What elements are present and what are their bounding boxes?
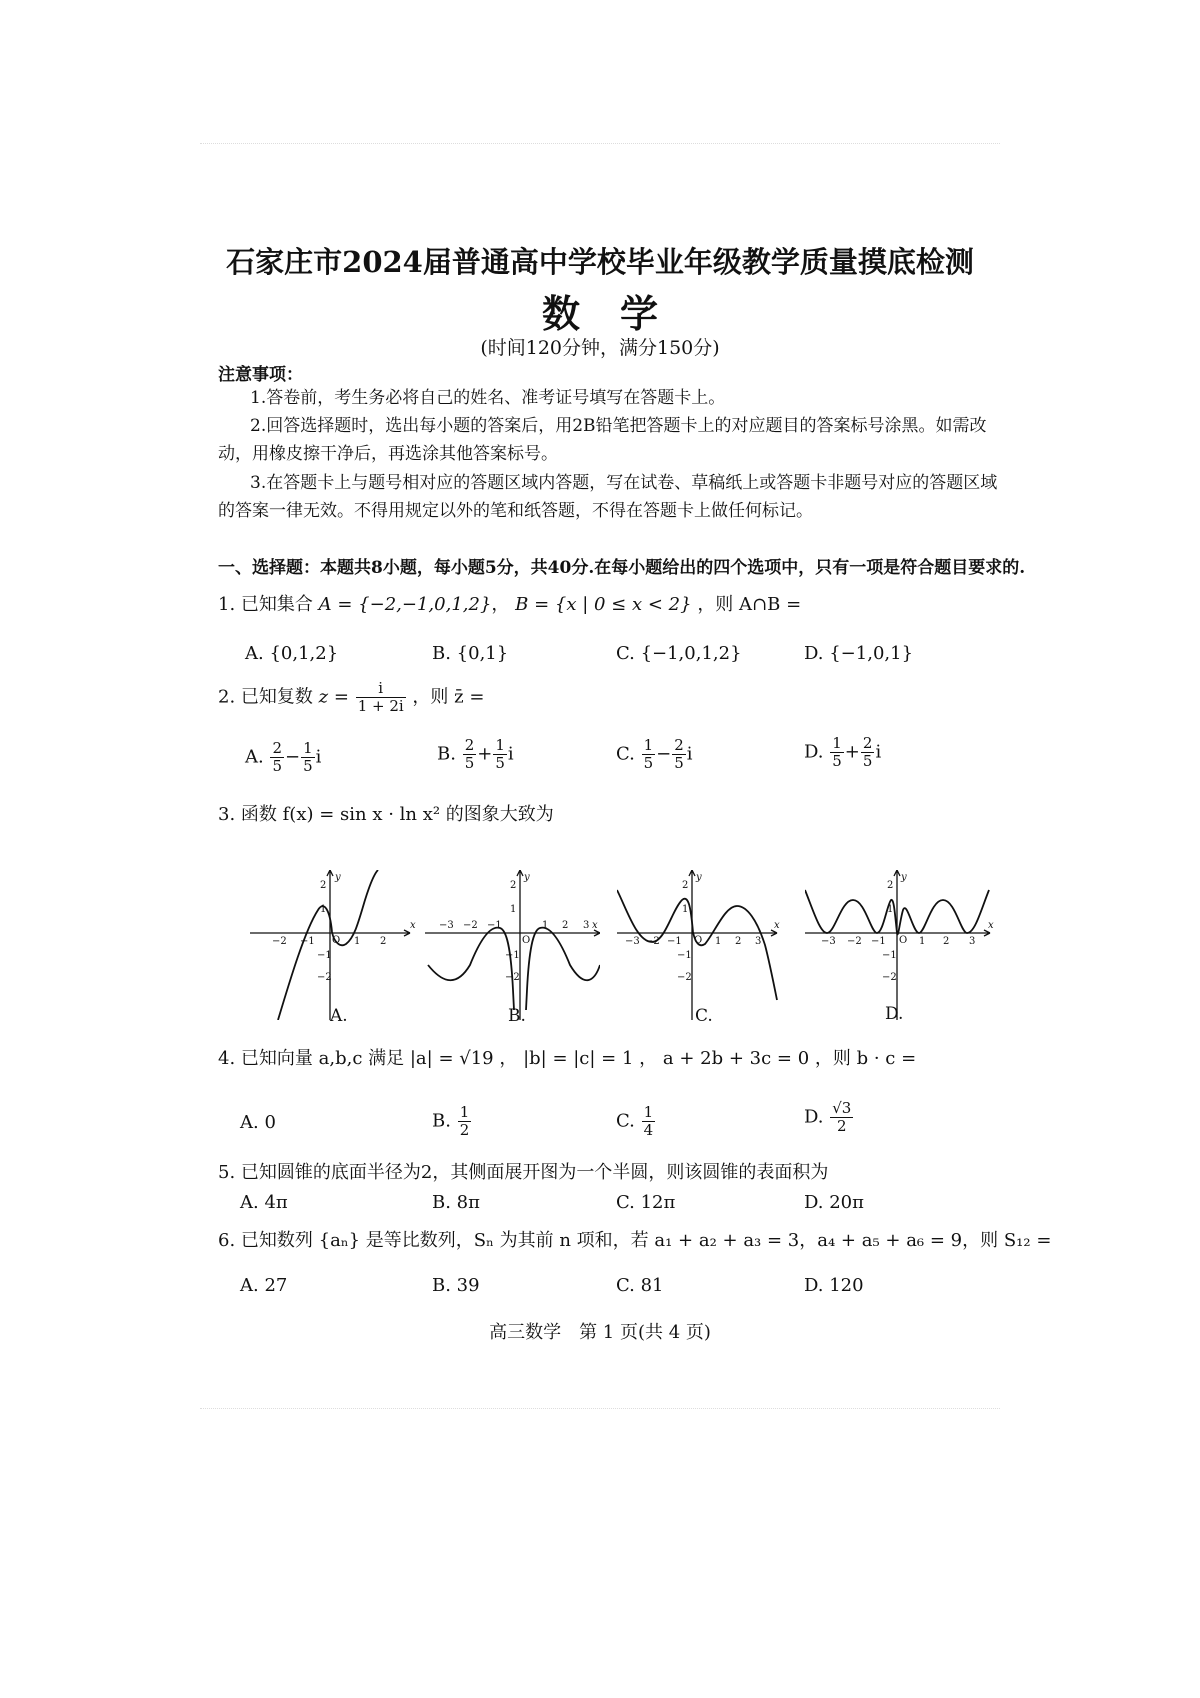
question-4 <box>218 1044 916 1070</box>
q2-a-op: − <box>285 746 301 768</box>
q3-a-axis-y: y <box>335 872 341 883</box>
q3-graph-label-d: D. <box>885 1004 904 1024</box>
q2-b-frac2-top: 1 <box>495 736 505 754</box>
exam-title: 石家庄市2024届普通高中学校毕业年级教学质量摸底检测 <box>226 245 974 279</box>
q2-d-frac1 <box>830 735 844 770</box>
q3-b-ytick-1: 2 <box>510 880 517 891</box>
q4-number: 4. <box>218 1048 236 1069</box>
q3-b-xtick-3: −1 <box>487 920 502 931</box>
q1-number: 1. <box>218 594 236 615</box>
q4-a-value: 0 <box>264 1112 276 1133</box>
q3-d-ytick-2: 1 <box>887 904 894 915</box>
q3-c-ytick-4: −2 <box>677 972 692 983</box>
q6-option-d: D. 120 <box>804 1275 864 1296</box>
q4-a-label: A. <box>240 1112 259 1133</box>
q3-graph-d <box>805 870 1000 1020</box>
q2-a-frac1 <box>270 740 284 775</box>
q2-b-frac1 <box>463 737 477 772</box>
q3-b-xtick-5: 2 <box>562 920 569 931</box>
q4-option-a <box>240 1112 276 1133</box>
q2-a-frac1-bot: 5 <box>272 757 283 775</box>
question-3 <box>218 800 554 826</box>
q4-d-frac <box>830 1100 853 1135</box>
q3-a-xtick-3: 1 <box>354 936 361 947</box>
q2-a-unit: i <box>315 746 322 768</box>
q4-b-frac-top: 1 <box>459 1103 470 1121</box>
q3-d-axis-y: y <box>901 872 907 883</box>
q3-c-xtick-4: 1 <box>715 936 722 947</box>
q4-text: 已知向量 a,b,c 满足 |a| = √19 ， |b| = |c| = 1 ， a + 2b + 3c = 0 ，则 b · c = <box>240 1048 917 1069</box>
q2-option-a <box>245 740 321 775</box>
q2-a-frac2-bot: 5 <box>303 757 313 775</box>
q3-d-xtick-1: −3 <box>821 936 836 947</box>
q2-b-frac1-top: 2 <box>464 736 475 754</box>
q2-prefix: 已知复数 <box>240 686 313 708</box>
q2-d-op: + <box>844 741 860 763</box>
q2-d-frac1-bot: 5 <box>832 752 842 770</box>
q4-d-frac-top: √3 <box>832 1099 852 1117</box>
q4-option-c <box>616 1104 656 1139</box>
q3-b-origin: O <box>522 935 531 946</box>
subject-title: 数学 <box>541 291 698 336</box>
q3-c-xtick-3: −1 <box>667 936 682 947</box>
q3-a-ytick-3: −1 <box>317 950 332 961</box>
q5-text: 已知圆锥的底面半径为2，其侧面展开图为一个半圆，则该圆锥的表面积为 <box>240 1162 829 1183</box>
q6-option-c: C. 81 <box>616 1275 664 1296</box>
q3-b-ytick-4: −2 <box>505 972 520 983</box>
question-5 <box>218 1158 828 1184</box>
q6-option-a: A. 27 <box>240 1275 288 1296</box>
exam-meta: (时间120分钟，满分150分) <box>480 337 720 359</box>
q2-a-label: A. <box>245 746 264 768</box>
q4-b-frac-bot: 2 <box>459 1121 470 1139</box>
q2-a-frac2-top: 1 <box>303 739 313 757</box>
q3-d-axis-x: x <box>988 920 994 931</box>
q3-a-xtick-2: −1 <box>300 936 315 947</box>
q3-a-origin: O <box>332 935 341 946</box>
q3-a-xtick-4: 2 <box>380 936 387 947</box>
q2-c-unit: i <box>686 743 693 765</box>
q3-graph-a <box>250 870 425 1020</box>
q2-fraction <box>356 680 406 715</box>
question-6 <box>218 1226 1051 1252</box>
q4-option-d <box>804 1100 854 1135</box>
q3-graph-c <box>617 870 792 1020</box>
scan-edge-top <box>200 143 1000 144</box>
q2-b-frac2 <box>493 737 507 772</box>
q3-c-ytick-1: 2 <box>682 880 689 891</box>
q2-a-frac1-top: 2 <box>272 739 283 757</box>
q3-d-xtick-3: −1 <box>871 936 886 947</box>
q2-c-frac2 <box>672 737 686 772</box>
q3-d-xtick-2: −2 <box>847 936 862 947</box>
q3-text: 函数 f(x) = sin x · ln x² 的图象大致为 <box>240 804 554 825</box>
notice-item-2: 2.回答选择题时，选出每小题的答案后，用2B铅笔把答题卡上的对应题目的答案标号涂黑。如需改动，用橡皮擦干净后，再选涂其他答案标号。 <box>218 416 987 464</box>
q1-set-a: A = {−2,−1,0,1,2} <box>318 594 492 615</box>
q3-c-xtick-5: 2 <box>735 936 742 947</box>
q2-c-frac2-top: 2 <box>674 736 684 754</box>
q1-option-a: A. {0,1,2} <box>245 643 339 664</box>
q5-option-b: B. 8π <box>432 1192 480 1213</box>
q5-option-a: A. 4π <box>240 1192 288 1213</box>
q2-c-label: C. <box>616 743 635 765</box>
q3-a-xtick-1: −2 <box>272 936 287 947</box>
q1-option-b: B. {0,1} <box>432 643 509 664</box>
q6-number: 6. <box>218 1230 236 1251</box>
q3-graph-b <box>425 870 600 1020</box>
q3-graph-label-c: C. <box>695 1006 713 1026</box>
q3-b-axis-x: x <box>592 920 598 931</box>
q3-d-xtick-5: 2 <box>943 936 950 947</box>
q3-b-xtick-4: 1 <box>542 920 549 931</box>
q2-d-unit: i <box>875 741 882 763</box>
scan-edge-bottom <box>200 1408 1000 1409</box>
q1-option-d: D. {−1,0,1} <box>804 643 914 664</box>
q4-b-label: B. <box>432 1110 451 1132</box>
q3-b-xtick-1: −3 <box>439 920 454 931</box>
q1-prefix: 已知集合 <box>240 594 313 615</box>
q3-c-xtick-1: −3 <box>625 936 640 947</box>
q4-c-frac <box>642 1104 656 1139</box>
q3-a-axis-x: x <box>410 920 416 931</box>
q4-c-frac-top: 1 <box>643 1103 654 1121</box>
q2-frac-numerator: i <box>356 680 406 698</box>
q3-c-ytick-2: 1 <box>682 904 689 915</box>
q3-b-ytick-2: 1 <box>510 904 517 915</box>
q2-option-c <box>616 737 693 772</box>
q2-a-frac2 <box>301 740 315 775</box>
q6-option-b: B. 39 <box>432 1275 480 1296</box>
page-footer: 高三数学 第 1 页(共 4 页) <box>489 1322 711 1343</box>
q3-c-ytick-3: −1 <box>677 950 692 961</box>
q3-a-ytick-2: 1 <box>320 904 327 915</box>
q2-b-frac1-bot: 5 <box>464 754 475 772</box>
q4-option-b <box>432 1104 472 1139</box>
q3-c-axis-y: y <box>696 872 702 883</box>
notice-item-3: 3.在答题卡上与题号相对应的答题区域内答题，写在试卷、草稿纸上或答题卡非题号对应的答题区域的答案一律无效。不得用规定以外的笔和纸答题，不得在答题卡上做任何标记。 <box>218 473 998 521</box>
section-heading: 一、选择题：本题共8小题，每小题5分，共40分.在每小题给出的四个选项中，只有一项是符合题目要求的. <box>218 558 1026 578</box>
q4-b-frac <box>458 1104 472 1139</box>
q2-number: 2. <box>218 686 236 708</box>
q2-d-frac2-top: 2 <box>862 734 873 752</box>
q4-d-label: D. <box>804 1106 824 1128</box>
q3-d-ytick-3: −1 <box>882 950 897 961</box>
q5-option-d: D. 20π <box>804 1192 864 1213</box>
q2-b-unit: i <box>507 743 514 765</box>
q2-suffix: ，则 z̄ = <box>412 686 485 708</box>
q2-d-frac2-bot: 5 <box>862 752 873 770</box>
q2-c-frac1 <box>642 737 656 772</box>
q2-d-label: D. <box>804 741 824 763</box>
q2-b-label: B. <box>437 743 456 765</box>
q3-a-ytick-4: −2 <box>317 972 332 983</box>
q2-c-op: − <box>656 743 672 765</box>
q3-b-axis-y: y <box>524 872 530 883</box>
q4-c-frac-bot: 4 <box>643 1121 654 1139</box>
q6-text: 已知数列 {aₙ} 是等比数列，Sₙ 为其前 n 项和，若 a₁ + a₂ + a₃ = 3，a₄ + a₅ + a₆ = 9，则 S₁₂ = <box>240 1230 1052 1251</box>
q3-c-xtick-6: 3 <box>755 936 762 947</box>
q2-b-frac2-bot: 5 <box>495 754 505 772</box>
q3-d-ytick-1: 2 <box>887 880 894 891</box>
q4-c-label: C. <box>616 1110 635 1132</box>
q1-set-b: B = {x | 0 ≤ x < 2} <box>515 594 692 615</box>
question-2 <box>218 680 484 715</box>
notice-heading: 注意事项： <box>218 365 303 385</box>
q3-d-xtick-6: 3 <box>969 936 976 947</box>
q2-option-b <box>437 737 514 772</box>
q2-option-d <box>804 735 881 770</box>
q5-number: 5. <box>218 1162 236 1183</box>
q3-b-xtick-2: −2 <box>463 920 478 931</box>
q2-d-frac1-top: 1 <box>832 734 842 752</box>
q2-d-frac2 <box>861 735 875 770</box>
q2-frac-denominator: 1 + 2i <box>357 697 404 715</box>
q2-c-frac1-bot: 5 <box>643 754 654 772</box>
q3-graph-label-b: B. <box>508 1006 526 1026</box>
question-1 <box>218 590 801 616</box>
q3-c-axis-x: x <box>774 920 780 931</box>
q1-option-c: C. {−1,0,1,2} <box>616 643 742 664</box>
q5-option-c: C. 12π <box>616 1192 676 1213</box>
q3-d-xtick-4: 1 <box>919 936 926 947</box>
q3-d-ytick-4: −2 <box>882 972 897 983</box>
notice-item-1: 1.答卷前，考生务必将自己的姓名、准考证号填写在答题卡上。 <box>250 388 726 408</box>
q1-suffix: ，则 A∩B = <box>697 594 802 615</box>
q2-z: z = <box>318 686 349 708</box>
q4-d-frac-bot: 2 <box>837 1117 847 1135</box>
q3-number: 3. <box>218 804 236 825</box>
q2-b-op: + <box>477 743 493 765</box>
q3-c-origin: O <box>694 935 703 946</box>
q3-b-ytick-3: −1 <box>505 950 520 961</box>
q3-b-xtick-6: 3 <box>583 920 590 931</box>
q2-c-frac2-bot: 5 <box>674 754 684 772</box>
q3-c-xtick-2: −2 <box>645 936 660 947</box>
q3-a-ytick-1: 2 <box>320 880 327 891</box>
q3-graph-label-a: A. <box>330 1006 348 1026</box>
q1-sep: ， <box>491 594 510 615</box>
q3-d-origin: O <box>899 935 908 946</box>
q2-c-frac1-top: 1 <box>643 736 654 754</box>
